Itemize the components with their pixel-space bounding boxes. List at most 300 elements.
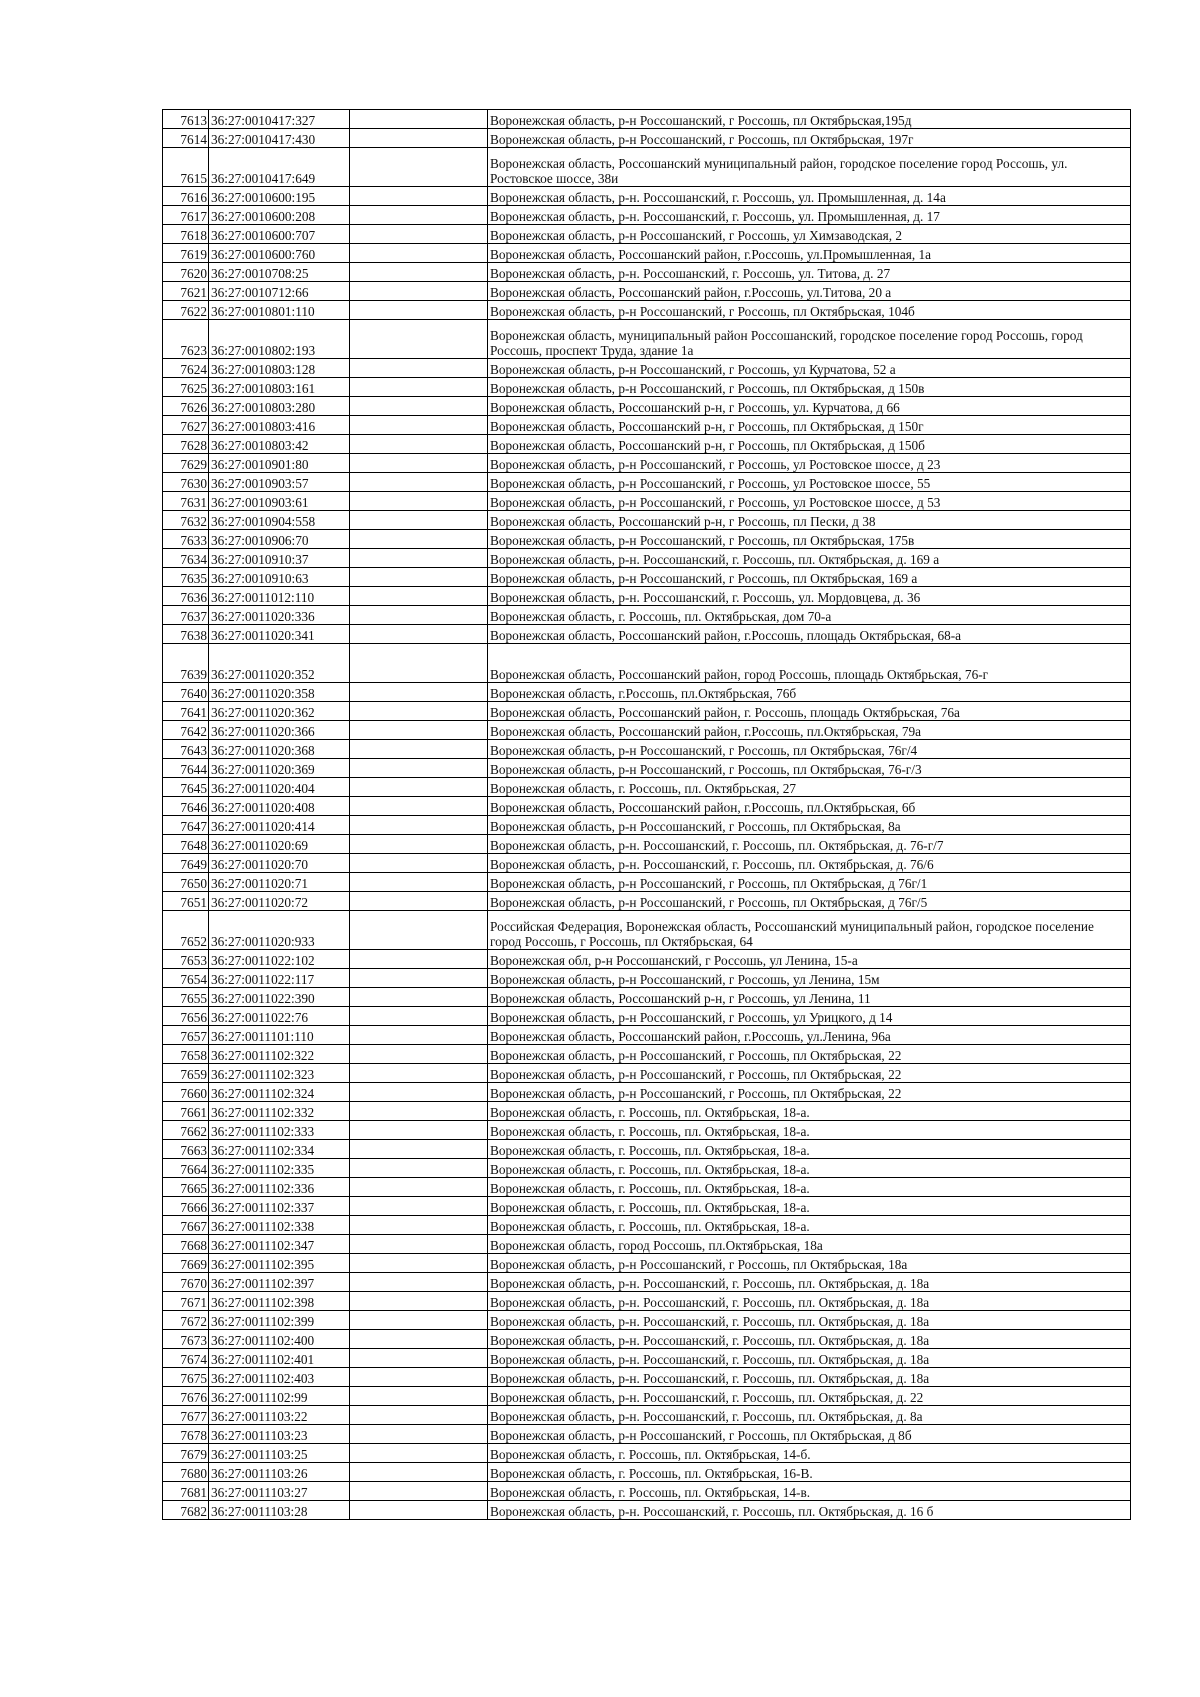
row-number: 7660 (163, 1083, 209, 1102)
table-row (163, 835, 1131, 854)
row-number: 7623 (163, 320, 209, 359)
row-number: 7620 (163, 263, 209, 282)
empty-cell (350, 320, 488, 359)
table-row (163, 110, 1131, 129)
cadastral-number: 36:27:0011103:25 (209, 1444, 350, 1463)
cadastral-number: 36:27:0010803:161 (209, 378, 350, 397)
empty-cell (350, 1273, 488, 1292)
empty-cell (350, 1387, 488, 1406)
empty-cell (350, 129, 488, 148)
cadastral-number: 36:27:0011102:332 (209, 1102, 350, 1121)
empty-cell (350, 740, 488, 759)
table-row (163, 1121, 1131, 1140)
empty-cell (350, 1121, 488, 1140)
empty-cell (350, 1444, 488, 1463)
row-number: 7661 (163, 1102, 209, 1121)
address-cell: Воронежская область, р-н Россошанский, г Россошь, пл Октябрьская, 175в (488, 530, 1131, 549)
empty-cell (350, 892, 488, 911)
address-cell: Воронежская область, р-н. Россошанский, г. Россошь, пл. Октябрьская, д. 18а (488, 1330, 1131, 1349)
row-number: 7665 (163, 1178, 209, 1197)
table-row (163, 473, 1131, 492)
empty-cell (350, 263, 488, 282)
table-row (163, 492, 1131, 511)
cadastral-number: 36:27:0011102:335 (209, 1159, 350, 1178)
empty-cell (350, 1425, 488, 1444)
address-cell: Воронежская область, Россошанский муниципальный район, городское поселение город Россошь, ул. Ростовское шоссе, 38и (488, 148, 1131, 187)
row-number: 7678 (163, 1425, 209, 1444)
row-number: 7649 (163, 854, 209, 873)
table-row (163, 263, 1131, 282)
address-cell: Воронежская область, Россошанский р-н, г Россошь, ул Ленина, 11 (488, 988, 1131, 1007)
row-number: 7670 (163, 1273, 209, 1292)
table-row (163, 397, 1131, 416)
address-cell: Воронежская область, г. Россошь, пл. Октябрьская, 27 (488, 778, 1131, 797)
cadastral-number: 36:27:0011102:400 (209, 1330, 350, 1349)
empty-cell (350, 225, 488, 244)
row-number: 7677 (163, 1406, 209, 1425)
address-cell: Воронежская область, Россошанский район, г.Россошь, пл.Октябрьская, 79а (488, 721, 1131, 740)
row-number: 7637 (163, 606, 209, 625)
cadastral-number: 36:27:0011022:102 (209, 950, 350, 969)
empty-cell (350, 587, 488, 606)
table-row (163, 816, 1131, 835)
row-number: 7644 (163, 759, 209, 778)
cadastral-number: 36:27:0011020:72 (209, 892, 350, 911)
row-number: 7673 (163, 1330, 209, 1349)
table-row (163, 1159, 1131, 1178)
table-row (163, 416, 1131, 435)
address-cell: Воронежская область, р-н Россошанский, г Россошь, пл Октябрьская, 22 (488, 1064, 1131, 1083)
row-number: 7618 (163, 225, 209, 244)
empty-cell (350, 1349, 488, 1368)
table-row (163, 435, 1131, 454)
row-number: 7631 (163, 492, 209, 511)
cadastral-number: 36:27:0011020:71 (209, 873, 350, 892)
row-number: 7628 (163, 435, 209, 454)
row-number: 7680 (163, 1463, 209, 1482)
address-cell: Российская Федерация, Воронежская область, Россошанский муниципальный район, городское поселение город Россошь, г Россошь, пл Октябрьская, 64 (488, 911, 1131, 950)
cadastral-number: 36:27:0011020:341 (209, 625, 350, 644)
empty-cell (350, 378, 488, 397)
row-number: 7615 (163, 148, 209, 187)
cadastral-number: 36:27:0011102:334 (209, 1140, 350, 1159)
row-number: 7651 (163, 892, 209, 911)
cadastral-number: 36:27:0011102:347 (209, 1235, 350, 1254)
address-cell: Воронежская область, р-н Россошанский, г Россошь, пл Октябрьская,195д (488, 110, 1131, 129)
row-number: 7646 (163, 797, 209, 816)
cadastral-number: 36:27:0010803:280 (209, 397, 350, 416)
empty-cell (350, 416, 488, 435)
row-number: 7639 (163, 644, 209, 683)
cadastral-number: 36:27:0010901:80 (209, 454, 350, 473)
address-cell: Воронежская область, р-н. Россошанский, г. Россошь, пл. Октябрьская, д. 22 (488, 1387, 1131, 1406)
table-row (163, 759, 1131, 778)
empty-cell (350, 1140, 488, 1159)
row-number: 7650 (163, 873, 209, 892)
cadastral-number: 36:27:0011020:70 (209, 854, 350, 873)
table-row (163, 1406, 1131, 1425)
address-cell: Воронежская область, р-н Россошанский, г Россошь, пл Октябрьская, 8а (488, 816, 1131, 835)
row-number: 7674 (163, 1349, 209, 1368)
table-row (163, 740, 1131, 759)
empty-cell (350, 683, 488, 702)
table-row (163, 969, 1131, 988)
table-row (163, 1254, 1131, 1273)
table-row (163, 1330, 1131, 1349)
table-row (163, 587, 1131, 606)
address-cell: Воронежская область, г. Россошь, пл. Октябрьская, 18-а. (488, 1178, 1131, 1197)
row-number: 7635 (163, 568, 209, 587)
cadastral-number: 36:27:0010708:25 (209, 263, 350, 282)
cadastral-number: 36:27:0011102:324 (209, 1083, 350, 1102)
address-cell: Воронежская область, р-н Россошанский, г Россошь, пл Октябрьская, д 76г/5 (488, 892, 1131, 911)
address-cell: Воронежская область, р-н. Россошанский, г. Россошь, пл. Октябрьская, д. 76-г/7 (488, 835, 1131, 854)
register-body (163, 110, 1131, 1520)
cadastral-number: 36:27:0011103:28 (209, 1501, 350, 1520)
empty-cell (350, 1007, 488, 1026)
row-number: 7671 (163, 1292, 209, 1311)
row-number: 7622 (163, 301, 209, 320)
table-row (163, 1045, 1131, 1064)
row-number: 7633 (163, 530, 209, 549)
empty-cell (350, 282, 488, 301)
address-cell: Воронежская область, р-н Россошанский, г Россошь, ул Ростовское шоссе, д 23 (488, 454, 1131, 473)
row-number: 7655 (163, 988, 209, 1007)
empty-cell (350, 1045, 488, 1064)
empty-cell (350, 454, 488, 473)
row-number: 7657 (163, 1026, 209, 1045)
row-number: 7613 (163, 110, 209, 129)
address-cell: Воронежская область, г. Россошь, пл. Октябрьская, 18-а. (488, 1197, 1131, 1216)
row-number: 7617 (163, 206, 209, 225)
table-row (163, 854, 1131, 873)
empty-cell (350, 301, 488, 320)
address-cell: Воронежская область, р-н. Россошанский, г. Россошь, пл. Октябрьская, д. 169 а (488, 549, 1131, 568)
cadastral-number: 36:27:0011103:27 (209, 1482, 350, 1501)
empty-cell (350, 1235, 488, 1254)
address-cell: Воронежская область, р-н Россошанский, г Россошь, пл Октябрьская, 104б (488, 301, 1131, 320)
cadastral-number: 36:27:0010801:110 (209, 301, 350, 320)
table-row (163, 454, 1131, 473)
cadastral-number: 36:27:0011020:352 (209, 644, 350, 683)
table-row (163, 511, 1131, 530)
address-cell: Воронежская область, г.Россошь, пл.Октябрьская, 76б (488, 683, 1131, 702)
cadastral-number: 36:27:0010600:208 (209, 206, 350, 225)
empty-cell (350, 1311, 488, 1330)
table-row (163, 301, 1131, 320)
empty-cell (350, 854, 488, 873)
row-number: 7658 (163, 1045, 209, 1064)
empty-cell (350, 950, 488, 969)
table-row (163, 568, 1131, 587)
cadastral-number: 36:27:0011102:397 (209, 1273, 350, 1292)
table-row (163, 1292, 1131, 1311)
address-cell: Воронежская область, р-н Россошанский, г Россошь, ул Ростовское шоссе, 55 (488, 473, 1131, 492)
empty-cell (350, 206, 488, 225)
empty-cell (350, 797, 488, 816)
table-row (163, 873, 1131, 892)
row-number: 7682 (163, 1501, 209, 1520)
row-number: 7647 (163, 816, 209, 835)
address-cell: Воронежская область, р-н. Россошанский, г. Россошь, ул. Промышленная, д. 17 (488, 206, 1131, 225)
table-row (163, 988, 1131, 1007)
address-cell: Воронежская область, р-н Россошанский, г Россошь, пл Октябрьская, д 150в (488, 378, 1131, 397)
cadastral-number: 36:27:0010904:558 (209, 511, 350, 530)
empty-cell (350, 1254, 488, 1273)
table-row (163, 549, 1131, 568)
table-row (163, 702, 1131, 721)
table-row (163, 282, 1131, 301)
row-number: 7643 (163, 740, 209, 759)
address-cell: Воронежская область, р-н Россошанский, г Россошь, пл Октябрьская, 76-г/3 (488, 759, 1131, 778)
row-number: 7641 (163, 702, 209, 721)
table-row (163, 1482, 1131, 1501)
empty-cell (350, 988, 488, 1007)
table-row (163, 892, 1131, 911)
empty-cell (350, 1159, 488, 1178)
table-row (163, 1197, 1131, 1216)
row-number: 7666 (163, 1197, 209, 1216)
row-number: 7630 (163, 473, 209, 492)
address-cell: Воронежская область, г. Россошь, пл. Октябрьская, дом 70-а (488, 606, 1131, 625)
table-row (163, 1178, 1131, 1197)
address-cell: Воронежская область, р-н Россошанский, г Россошь, пл Октябрьская, 197г (488, 129, 1131, 148)
cadastral-number: 36:27:0011022:76 (209, 1007, 350, 1026)
table-row (163, 1463, 1131, 1482)
row-number: 7664 (163, 1159, 209, 1178)
address-cell: Воронежская область, р-н. Россошанский, г. Россошь, пл. Октябрьская, д. 18а (488, 1311, 1131, 1330)
cadastral-number: 36:27:0010803:128 (209, 359, 350, 378)
address-cell: Воронежская область, р-н Россошанский, г Россошь, ул Курчатова, 52 а (488, 359, 1131, 378)
row-number: 7659 (163, 1064, 209, 1083)
empty-cell (350, 1330, 488, 1349)
empty-cell (350, 1178, 488, 1197)
cadastral-number: 36:27:0011020:368 (209, 740, 350, 759)
row-number: 7642 (163, 721, 209, 740)
cadastral-number: 36:27:0011020:366 (209, 721, 350, 740)
address-cell: Воронежская область, р-н Россошанский, г Россошь, пл Октябрьская, 22 (488, 1045, 1131, 1064)
address-cell: Воронежская область, р-н Россошанский, г Россошь, пл Октябрьская, 18а (488, 1254, 1131, 1273)
empty-cell (350, 568, 488, 587)
row-number: 7668 (163, 1235, 209, 1254)
cadastral-number: 36:27:0010417:430 (209, 129, 350, 148)
cadastral-number: 36:27:0011020:408 (209, 797, 350, 816)
cadastral-number: 36:27:0011102:401 (209, 1349, 350, 1368)
address-cell: Воронежская область, Россошанский р-н, г Россошь, пл Пески, д 38 (488, 511, 1131, 530)
row-number: 7638 (163, 625, 209, 644)
empty-cell (350, 492, 488, 511)
address-cell: Воронежская область, р-н Россошанский, г Россошь, пл Октябрьская, д 76г/1 (488, 873, 1131, 892)
empty-cell (350, 187, 488, 206)
row-number: 7653 (163, 950, 209, 969)
row-number: 7621 (163, 282, 209, 301)
row-number: 7667 (163, 1216, 209, 1235)
row-number: 7652 (163, 911, 209, 950)
address-cell: Воронежская область, р-н Россошанский, г Россошь, ул Урицкого, д 14 (488, 1007, 1131, 1026)
empty-cell (350, 911, 488, 950)
cadastral-number: 36:27:0011103:22 (209, 1406, 350, 1425)
cadastral-number: 36:27:0010903:57 (209, 473, 350, 492)
cadastral-number: 36:27:0011102:322 (209, 1045, 350, 1064)
row-number: 7624 (163, 359, 209, 378)
table-row (163, 378, 1131, 397)
table-row (163, 606, 1131, 625)
row-number: 7614 (163, 129, 209, 148)
row-number: 7629 (163, 454, 209, 473)
row-number: 7681 (163, 1482, 209, 1501)
address-cell: Воронежская область, р-н Россошанский, г Россошь, пл Октябрьская, 22 (488, 1083, 1131, 1102)
address-cell: Воронежская область, Россошанский район, г.Россошь, ул.Ленина, 96а (488, 1026, 1131, 1045)
row-number: 7656 (163, 1007, 209, 1026)
address-cell: Воронежская область, Россошанский район, г.Россошь, ул.Титова, 20 а (488, 282, 1131, 301)
cadastral-number: 36:27:0011012:110 (209, 587, 350, 606)
table-row (163, 244, 1131, 263)
row-number: 7616 (163, 187, 209, 206)
cadastral-number: 36:27:0011020:69 (209, 835, 350, 854)
table-row (163, 1273, 1131, 1292)
address-cell: Воронежская область, р-н. Россошанский, г. Россошь, пл. Октябрьская, д. 18а (488, 1349, 1131, 1368)
address-cell: Воронежская область, р-н. Россошанский, г. Россошь, пл. Октябрьская, д. 8а (488, 1406, 1131, 1425)
empty-cell (350, 816, 488, 835)
table-row (163, 1501, 1131, 1520)
address-cell: Воронежская область, г. Россошь, пл. Октябрьская, 16-В. (488, 1463, 1131, 1482)
cadastral-number: 36:27:0011022:390 (209, 988, 350, 1007)
empty-cell (350, 1292, 488, 1311)
empty-cell (350, 625, 488, 644)
cadastral-number: 36:27:0011020:414 (209, 816, 350, 835)
table-row (163, 1064, 1131, 1083)
empty-cell (350, 244, 488, 263)
address-cell: Воронежская область, р-н Россошанский, г Россошь, пл Октябрьская, 76г/4 (488, 740, 1131, 759)
table-row (163, 1140, 1131, 1159)
row-number: 7648 (163, 835, 209, 854)
empty-cell (350, 702, 488, 721)
table-row (163, 778, 1131, 797)
empty-cell (350, 549, 488, 568)
empty-cell (350, 1406, 488, 1425)
address-cell: Воронежская область, г. Россошь, пл. Октябрьская, 18-а. (488, 1102, 1131, 1121)
row-number: 7675 (163, 1368, 209, 1387)
address-cell: Воронежская область, р-н Россошанский, г Россошь, ул Ростовское шоссе, д 53 (488, 492, 1131, 511)
table-row (163, 1026, 1131, 1045)
row-number: 7619 (163, 244, 209, 263)
empty-cell (350, 473, 488, 492)
address-cell: Воронежская область, р-н. Россошанский, г. Россошь, пл. Октябрьская, д. 18а (488, 1273, 1131, 1292)
row-number: 7625 (163, 378, 209, 397)
address-cell: Воронежская область, р-н Россошанский, г Россошь, ул Химзаводская, 2 (488, 225, 1131, 244)
cadastral-number: 36:27:0010802:193 (209, 320, 350, 359)
row-number: 7662 (163, 1121, 209, 1140)
address-cell: Воронежская область, р-н. Россошанский, г. Россошь, ул. Титова, д. 27 (488, 263, 1131, 282)
cadastral-number: 36:27:0011102:395 (209, 1254, 350, 1273)
address-cell: Воронежская область, Россошанский р-н, г Россошь, пл Октябрьская, д 150б (488, 435, 1131, 454)
table-row (163, 683, 1131, 702)
cadastral-number: 36:27:0010600:760 (209, 244, 350, 263)
table-row (163, 1216, 1131, 1235)
address-cell: Воронежская область, г. Россошь, пл. Октябрьская, 18-а. (488, 1216, 1131, 1235)
address-cell: Воронежская область, г. Россошь, пл. Октябрьская, 18-а. (488, 1140, 1131, 1159)
address-cell: Воронежская область, муниципальный район Россошанский, городское поселение город Россошь, город Россошь, проспект Труда, здание 1а (488, 320, 1131, 359)
cadastral-number: 36:27:0011102:323 (209, 1064, 350, 1083)
table-row (163, 148, 1131, 187)
row-number: 7640 (163, 683, 209, 702)
row-number: 7626 (163, 397, 209, 416)
cadastral-number: 36:27:0011103:26 (209, 1463, 350, 1482)
empty-cell (350, 397, 488, 416)
empty-cell (350, 721, 488, 740)
cadastral-number: 36:27:0011102:398 (209, 1292, 350, 1311)
cadastral-number: 36:27:0011102:336 (209, 1178, 350, 1197)
table-row (163, 1102, 1131, 1121)
empty-cell (350, 530, 488, 549)
row-number: 7627 (163, 416, 209, 435)
table-row (163, 530, 1131, 549)
address-cell: Воронежская область, р-н. Россошанский, г. Россошь, пл. Октябрьская, д. 18а (488, 1368, 1131, 1387)
address-cell: Воронежская область, Россошанский район, г.Россошь, пл.Октябрьская, 6б (488, 797, 1131, 816)
address-cell: Воронежская область, Россошанский район, г. Россошь, площадь Октябрьская, 76а (488, 702, 1131, 721)
row-number: 7632 (163, 511, 209, 530)
address-cell: Воронежская область, г. Россошь, пл. Октябрьская, 14-б. (488, 1444, 1131, 1463)
table-row (163, 721, 1131, 740)
table-row (163, 1444, 1131, 1463)
row-number: 7645 (163, 778, 209, 797)
cadastral-number: 36:27:0011102:333 (209, 1121, 350, 1140)
empty-cell (350, 1368, 488, 1387)
cadastral-number: 36:27:0010417:649 (209, 148, 350, 187)
empty-cell (350, 1197, 488, 1216)
table-row (163, 1368, 1131, 1387)
table-row (163, 206, 1131, 225)
address-cell: Воронежская область, р-н. Россошанский, г. Россошь, пл. Октябрьская, д. 16 б (488, 1501, 1131, 1520)
row-number: 7669 (163, 1254, 209, 1273)
address-cell: Воронежская область, г. Россошь, пл. Октябрьская, 18-а. (488, 1159, 1131, 1178)
row-number: 7654 (163, 969, 209, 988)
table-row (163, 911, 1131, 950)
table-row (163, 1083, 1131, 1102)
empty-cell (350, 1083, 488, 1102)
cadastral-number: 36:27:0011020:358 (209, 683, 350, 702)
row-number: 7672 (163, 1311, 209, 1330)
table-row (163, 1311, 1131, 1330)
address-cell: Воронежская область, Россошанский р-н, г Россошь, пл Октябрьская, д 150г (488, 416, 1131, 435)
table-row (163, 129, 1131, 148)
cadastral-number: 36:27:0010600:195 (209, 187, 350, 206)
row-number: 7679 (163, 1444, 209, 1463)
table-row (163, 625, 1131, 644)
row-number: 7634 (163, 549, 209, 568)
address-cell: Воронежская область, р-н. Россошанский, г. Россошь, ул. Промышленная, д. 14а (488, 187, 1131, 206)
cadastral-number: 36:27:0011102:403 (209, 1368, 350, 1387)
empty-cell (350, 435, 488, 454)
empty-cell (350, 1026, 488, 1045)
address-cell: Воронежская область, р-н Россошанский, г Россошь, ул Ленина, 15м (488, 969, 1131, 988)
table-row (163, 187, 1131, 206)
cadastral-number: 36:27:0010910:63 (209, 568, 350, 587)
cadastral-number: 36:27:0011103:23 (209, 1425, 350, 1444)
cadastral-number: 36:27:0011102:399 (209, 1311, 350, 1330)
empty-cell (350, 1501, 488, 1520)
cadastral-number: 36:27:0011020:369 (209, 759, 350, 778)
address-cell: Воронежская область, р-н Россошанский, г Россошь, пл Октябрьская, д 8б (488, 1425, 1131, 1444)
address-cell: Воронежская область, Россошанский район, город Россошь, площадь Октябрьская, 76-г (488, 644, 1131, 683)
address-cell: Воронежская область, р-н Россошанский, г Россошь, пл Октябрьская, 169 а (488, 568, 1131, 587)
empty-cell (350, 606, 488, 625)
empty-cell (350, 873, 488, 892)
cadastral-number: 36:27:0010417:327 (209, 110, 350, 129)
empty-cell (350, 1482, 488, 1501)
table-row (163, 1387, 1131, 1406)
row-number: 7676 (163, 1387, 209, 1406)
